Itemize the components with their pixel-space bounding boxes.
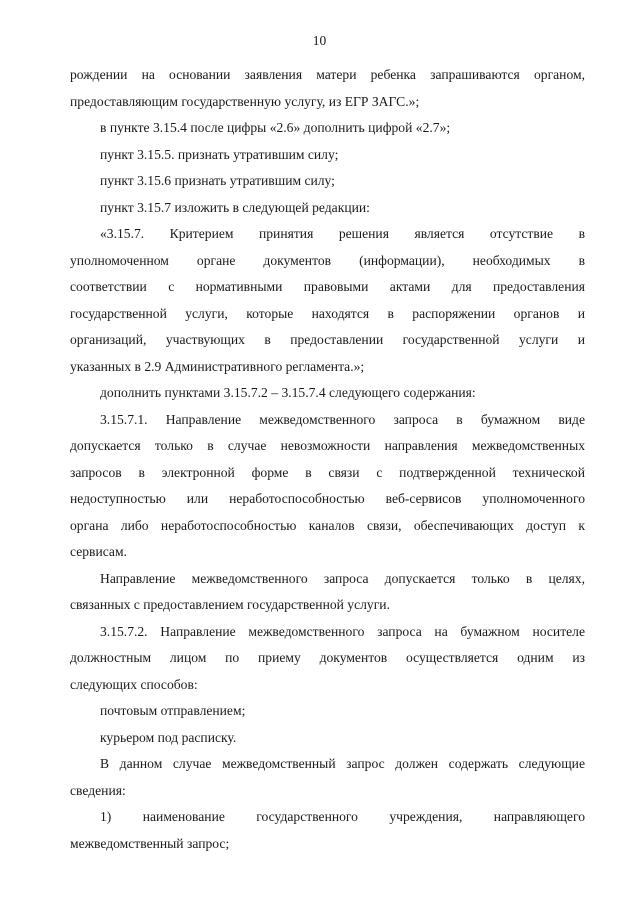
text-line: Направление межведомственного запроса допускается только в целях,: [100, 570, 585, 586]
text-line: в пункте 3.15.4 после цифры «2.6» дополнить цифрой «2.7»;: [100, 120, 451, 135]
text-line: рождении на основании заявления матери ребенка запрашиваются органом,: [70, 67, 585, 82]
text-line: дополнить пунктами 3.15.7.2 – 3.15.7.4 следующего содержания:: [100, 385, 476, 400]
text-line: 1) наименование государственного учреждения, направляющего: [100, 809, 585, 824]
text-line: связанных с предоставлением государственной услуги.: [70, 597, 390, 612]
text-line: «3.15.7. Критерием принятия решения является отсутствие в: [100, 226, 585, 241]
text-line: организаций, участвующих в предоставлении государственной услуги и: [70, 332, 585, 347]
text-line: сервисам.: [70, 544, 127, 559]
text-line: государственной услуги, которые находятся в распоряжении органов и: [70, 305, 585, 321]
text-line: указанных в 2.9 Административного регламента.»;: [70, 358, 365, 374]
text-line: 3.15.7.1. Направление межведомственного запроса в бумажном виде: [100, 411, 585, 427]
text-line: следующих способов:: [70, 676, 198, 692]
text-line: межведомственный запрос;: [70, 835, 230, 851]
text-line: должностным лицом по приему документов осуществляется одним из: [70, 650, 585, 665]
text-line: недоступностью или неработоспособностью веб-сервисов уполномоченного: [70, 491, 585, 506]
document-body: [70, 62, 585, 857]
text-line: сведения:: [70, 782, 126, 798]
text-line: 3.15.7.2. Направление межведомственного запроса на бумажном носителе: [100, 623, 585, 639]
page-number: 10: [312, 33, 327, 48]
text-line: допускается только в случае невозможности направления межведомственных: [70, 438, 585, 453]
text-line: соответствии с нормативными правовыми актами для предоставления: [70, 279, 585, 294]
text-line: почтовым отправлением;: [100, 703, 246, 718]
text-line: пункт 3.15.7 изложить в следующей редакции:: [100, 199, 370, 215]
text-line: курьером под расписку.: [100, 729, 237, 745]
text-line: запросов в электронной форме в связи с подтвержденной технической: [70, 464, 585, 480]
text-line: органа либо неработоспособностью каналов связи, обеспечивающих доступ к: [70, 517, 585, 533]
text-line: В данном случае межведомственный запрос должен содержать следующие: [100, 756, 585, 771]
text-line: уполномоченном органе документов (информации), необходимых в: [70, 252, 585, 268]
text-line: пункт 3.15.5. признать утратившим силу;: [100, 146, 339, 162]
text-line: пункт 3.15.6 признать утратившим силу;: [100, 173, 335, 188]
text-line: предоставляющим государственную услугу, из ЕГР ЗАГС.»;: [70, 93, 420, 109]
